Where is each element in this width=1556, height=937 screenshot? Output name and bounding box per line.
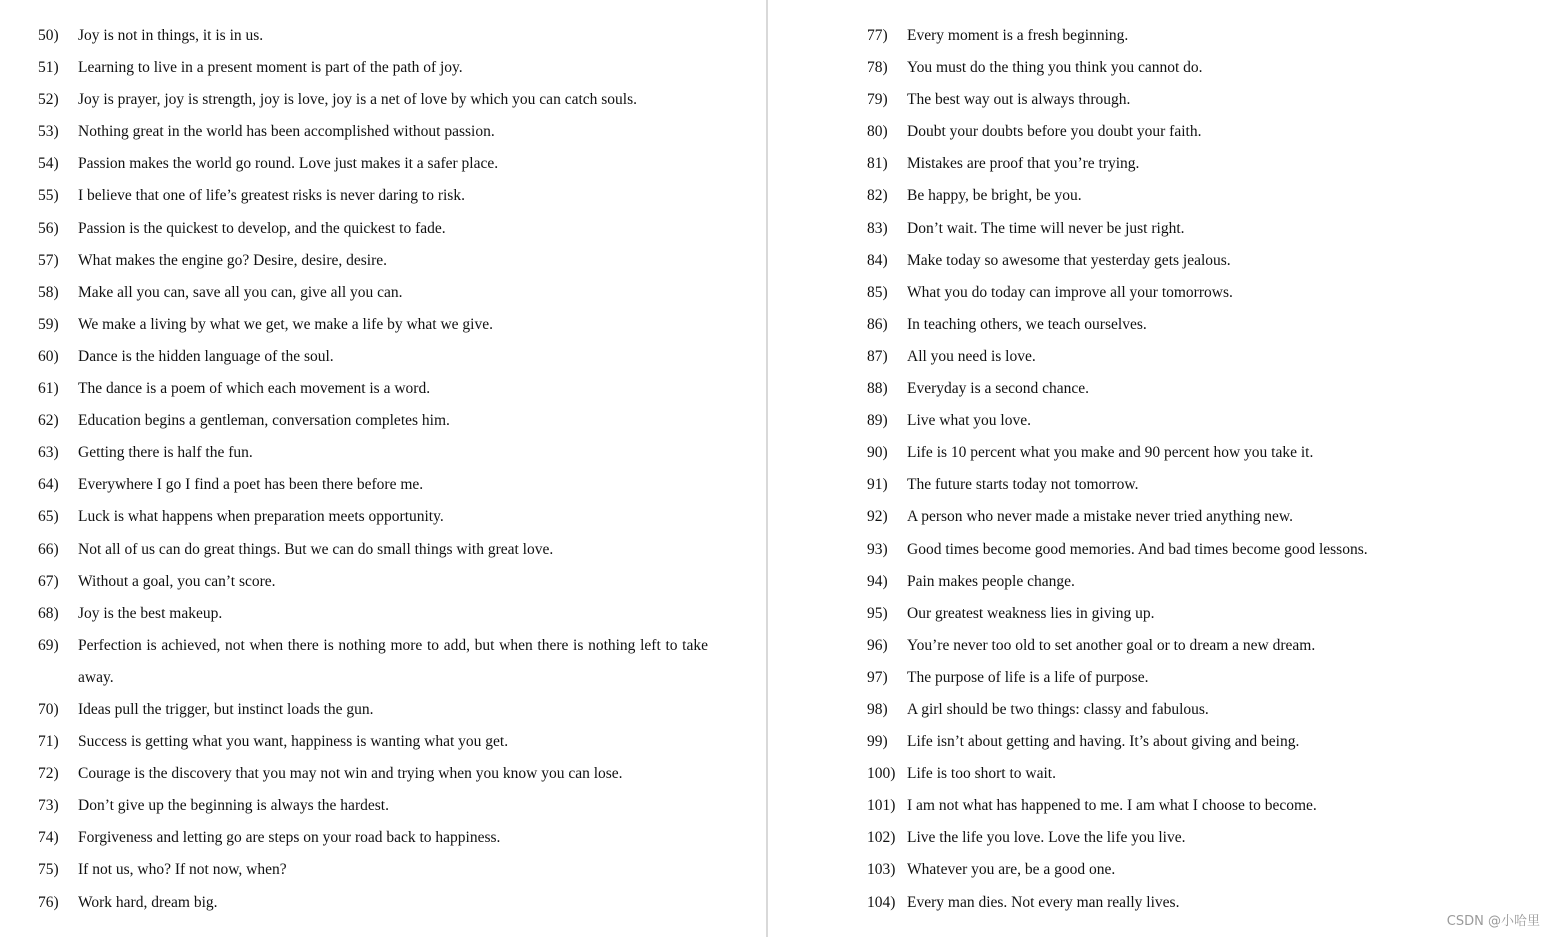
quote-number: 88) [867,380,888,398]
quote-number: 98) [867,700,888,718]
quote-number: 79) [867,91,888,109]
quote-number: 90) [867,444,888,462]
quote-number: 61) [38,380,59,398]
quote-number: 50) [38,27,59,44]
quote-item-50 [38,20,738,52]
quote-item-88 [867,373,1527,405]
quote-text: If not us, who? If not now, when? [78,861,287,879]
quote-text: Life is 10 percent what you make and 90 percent how you take it. [907,444,1314,462]
quote-text: Education begins a gentleman, conversation completes him. [78,412,450,430]
quote-text: Forgiveness and letting go are steps on your road back to happiness. [78,829,501,847]
quote-item-67 [38,566,738,598]
quote-number: 86) [867,315,888,333]
quote-item-76 [38,887,738,919]
quote-number: 89) [867,412,888,430]
quote-item-83 [867,213,1527,245]
quote-number: 101) [867,797,896,815]
quote-item-98 [867,694,1527,726]
quote-text: Courage is the discovery that you may not win and trying when you know you can lose. [78,765,623,783]
quote-item-74 [38,822,738,854]
quote-number: 71) [38,733,59,751]
quote-number: 60) [38,347,59,365]
quote-item-65 [38,501,738,533]
quote-item-92 [867,501,1527,533]
quote-number: 102) [867,829,896,847]
quote-item-78 [867,52,1527,84]
quote-item-55 [38,180,738,212]
quote-text: The future starts today not tomorrow. [907,476,1139,494]
quote-text: Every moment is a fresh beginning. [907,27,1129,44]
quote-number: 103) [867,861,896,879]
quote-number: 77) [867,27,888,44]
quote-text: Life isn’t about getting and having. It’s about giving and being. [907,733,1300,751]
quote-number: 64) [38,476,59,494]
quote-item-73 [38,790,738,822]
quote-text: What you do today can improve all your tomorrows. [907,283,1233,301]
left-page [38,20,738,919]
quote-item-94 [867,566,1527,598]
quote-text: Good times become good memories. And bad times become good lessons. [907,540,1368,558]
quote-item-63 [38,437,738,469]
quote-item-75 [38,854,738,886]
quote-item-77 [867,20,1527,52]
quote-number: 59) [38,315,59,333]
quote-item-69 [38,630,708,694]
quote-item-90 [867,437,1527,469]
quote-text: Learning to live in a present moment is part of the path of joy. [78,59,463,77]
quote-number: 95) [867,604,888,622]
right-page [867,20,1527,919]
quote-number: 58) [38,283,59,301]
quote-number: 93) [867,540,888,558]
quote-text: Not all of us can do great things. But we can do small things with great love. [78,540,554,558]
quote-item-85 [867,277,1527,309]
quote-text: Success is getting what you want, happiness is wanting what you get. [78,733,509,751]
quote-number: 53) [38,123,59,141]
quote-item-86 [867,309,1527,341]
quote-item-61 [38,373,738,405]
quote-number: 70) [38,700,59,718]
watermark: CSDN @小哈里 [1446,914,1540,929]
quote-text: Everyday is a second chance. [907,380,1090,398]
quote-number: 55) [38,187,59,205]
quote-item-93 [867,534,1527,566]
quote-text: Without a goal, you can’t score. [78,572,276,590]
quote-number: 82) [867,187,888,205]
quote-number: 78) [867,59,888,77]
quote-number: 97) [867,668,888,686]
quote-number: 73) [38,797,59,815]
quote-text: Don’t give up the beginning is always the hardest. [78,797,389,815]
quote-text: Be happy, be bright, be you. [907,187,1082,205]
quote-text: Live the life you love. Love the life you live. [907,829,1186,847]
quote-item-52 [38,84,738,116]
quote-number: 81) [867,155,888,173]
quote-text: Everywhere I go I find a poet has been there before me. [78,476,424,494]
quote-number: 52) [38,91,59,109]
quote-text: Luck is what happens when preparation meets opportunity. [78,508,444,526]
quote-text: What makes the engine go? Desire, desire, desire. [78,251,388,269]
right-quote-list [867,20,1527,919]
quote-item-53 [38,116,738,148]
quote-item-84 [867,245,1527,277]
quote-number: 66) [38,540,59,558]
left-quote-list [38,20,738,919]
quote-text: Whatever you are, be a good one. [907,861,1116,879]
quote-item-64 [38,469,738,501]
quote-number: 94) [867,572,888,590]
quote-number: 72) [38,765,59,783]
quote-item-87 [867,341,1527,373]
quote-number: 75) [38,861,59,879]
quote-item-82 [867,180,1527,212]
quote-item-66 [38,534,738,566]
quote-number: 69) [38,636,59,654]
quote-number: 96) [867,636,888,654]
quote-number: 100) [867,765,896,783]
quote-item-60 [38,341,738,373]
quote-number: 54) [38,155,59,173]
quote-text: Doubt your doubts before you doubt your faith. [907,123,1202,141]
quote-text: All you need is love. [907,347,1036,365]
quote-text: Passion is the quickest to develop, and the quickest to fade. [78,219,446,237]
quote-number: 84) [867,251,888,269]
quote-item-81 [867,148,1527,180]
quote-number: 68) [38,604,59,622]
quote-text: Our greatest weakness lies in giving up. [907,604,1155,622]
quote-number: 104) [867,893,896,911]
quote-item-104 [867,887,1527,919]
quote-number: 51) [38,59,59,77]
quote-text: Joy is prayer, joy is strength, joy is love, joy is a net of love by which you can catch souls. [78,91,638,109]
quote-item-57 [38,245,738,277]
quote-text: I believe that one of life’s greatest risks is never daring to risk. [78,187,465,205]
quote-item-95 [867,598,1527,630]
quote-item-51 [38,52,738,84]
quote-text: Life is too short to wait. [907,765,1056,783]
quote-text: Work hard, dream big. [78,893,218,911]
quote-number: 74) [38,829,59,847]
quote-item-56 [38,213,738,245]
quote-text: Passion makes the world go round. Love just makes it a safer place. [78,155,499,173]
quote-text: I am not what has happened to me. I am what I choose to become. [907,797,1317,815]
quote-text: Dance is the hidden language of the soul. [78,347,334,365]
quote-item-99 [867,726,1527,758]
quote-item-71 [38,726,738,758]
quote-text: A girl should be two things: classy and fabulous. [907,700,1209,718]
quote-text: The dance is a poem of which each movement is a word. [78,380,431,398]
quote-text: A person who never made a mistake never tried anything new. [907,508,1293,526]
page-divider [766,0,768,937]
quote-number: 67) [38,572,59,590]
quote-item-79 [867,84,1527,116]
quote-item-101 [867,790,1527,822]
quote-number: 99) [867,733,888,751]
quote-text: Joy is not in things, it is in us. [78,27,264,44]
quote-text: The purpose of life is a life of purpose. [907,668,1149,686]
quote-text: Don’t wait. The time will never be just right. [907,219,1185,237]
quote-number: 85) [867,283,888,301]
quote-item-96 [867,630,1527,662]
quote-number: 65) [38,508,59,526]
quote-text: Perfection is achieved, not when there is nothing more to add, but when there is nothing left to take away. [78,636,708,686]
quote-number: 87) [867,347,888,365]
quote-number: 76) [38,893,59,911]
quote-number: 83) [867,219,888,237]
quote-item-102 [867,822,1527,854]
quote-text: Ideas pull the trigger, but instinct loads the gun. [78,700,374,718]
quote-text: The best way out is always through. [907,91,1131,109]
quote-text: You’re never too old to set another goal or to dream a new dream. [907,636,1316,654]
quote-text: Getting there is half the fun. [78,444,253,462]
quote-number: 80) [867,123,888,141]
quote-text: We make a living by what we get, we make a life by what we give. [78,315,493,333]
quote-text: Make all you can, save all you can, give all you can. [78,283,403,301]
quote-item-68 [38,598,738,630]
quote-number: 57) [38,251,59,269]
quote-text: Every man dies. Not every man really lives. [907,893,1180,911]
quote-text: Make today so awesome that yesterday gets jealous. [907,251,1231,269]
quote-item-59 [38,309,738,341]
quote-item-54 [38,148,738,180]
quote-text: You must do the thing you think you cannot do. [907,59,1203,77]
quote-item-72 [38,758,738,790]
quote-text: Pain makes people change. [907,572,1075,590]
quote-text: Nothing great in the world has been accomplished without passion. [78,123,495,141]
quote-item-89 [867,405,1527,437]
quote-text: Mistakes are proof that you’re trying. [907,155,1140,173]
quote-item-103 [867,854,1527,886]
quote-item-97 [867,662,1527,694]
quote-number: 63) [38,444,59,462]
quote-text: Live what you love. [907,412,1031,430]
quote-item-100 [867,758,1527,790]
quote-item-62 [38,405,738,437]
quote-number: 62) [38,412,59,430]
quote-item-58 [38,277,738,309]
quote-text: In teaching others, we teach ourselves. [907,315,1147,333]
quote-text: Joy is the best makeup. [78,604,223,622]
quote-item-70 [38,694,738,726]
quote-item-91 [867,469,1527,501]
quote-number: 91) [867,476,888,494]
quote-number: 56) [38,219,59,237]
quote-number: 92) [867,508,888,526]
quote-item-80 [867,116,1527,148]
